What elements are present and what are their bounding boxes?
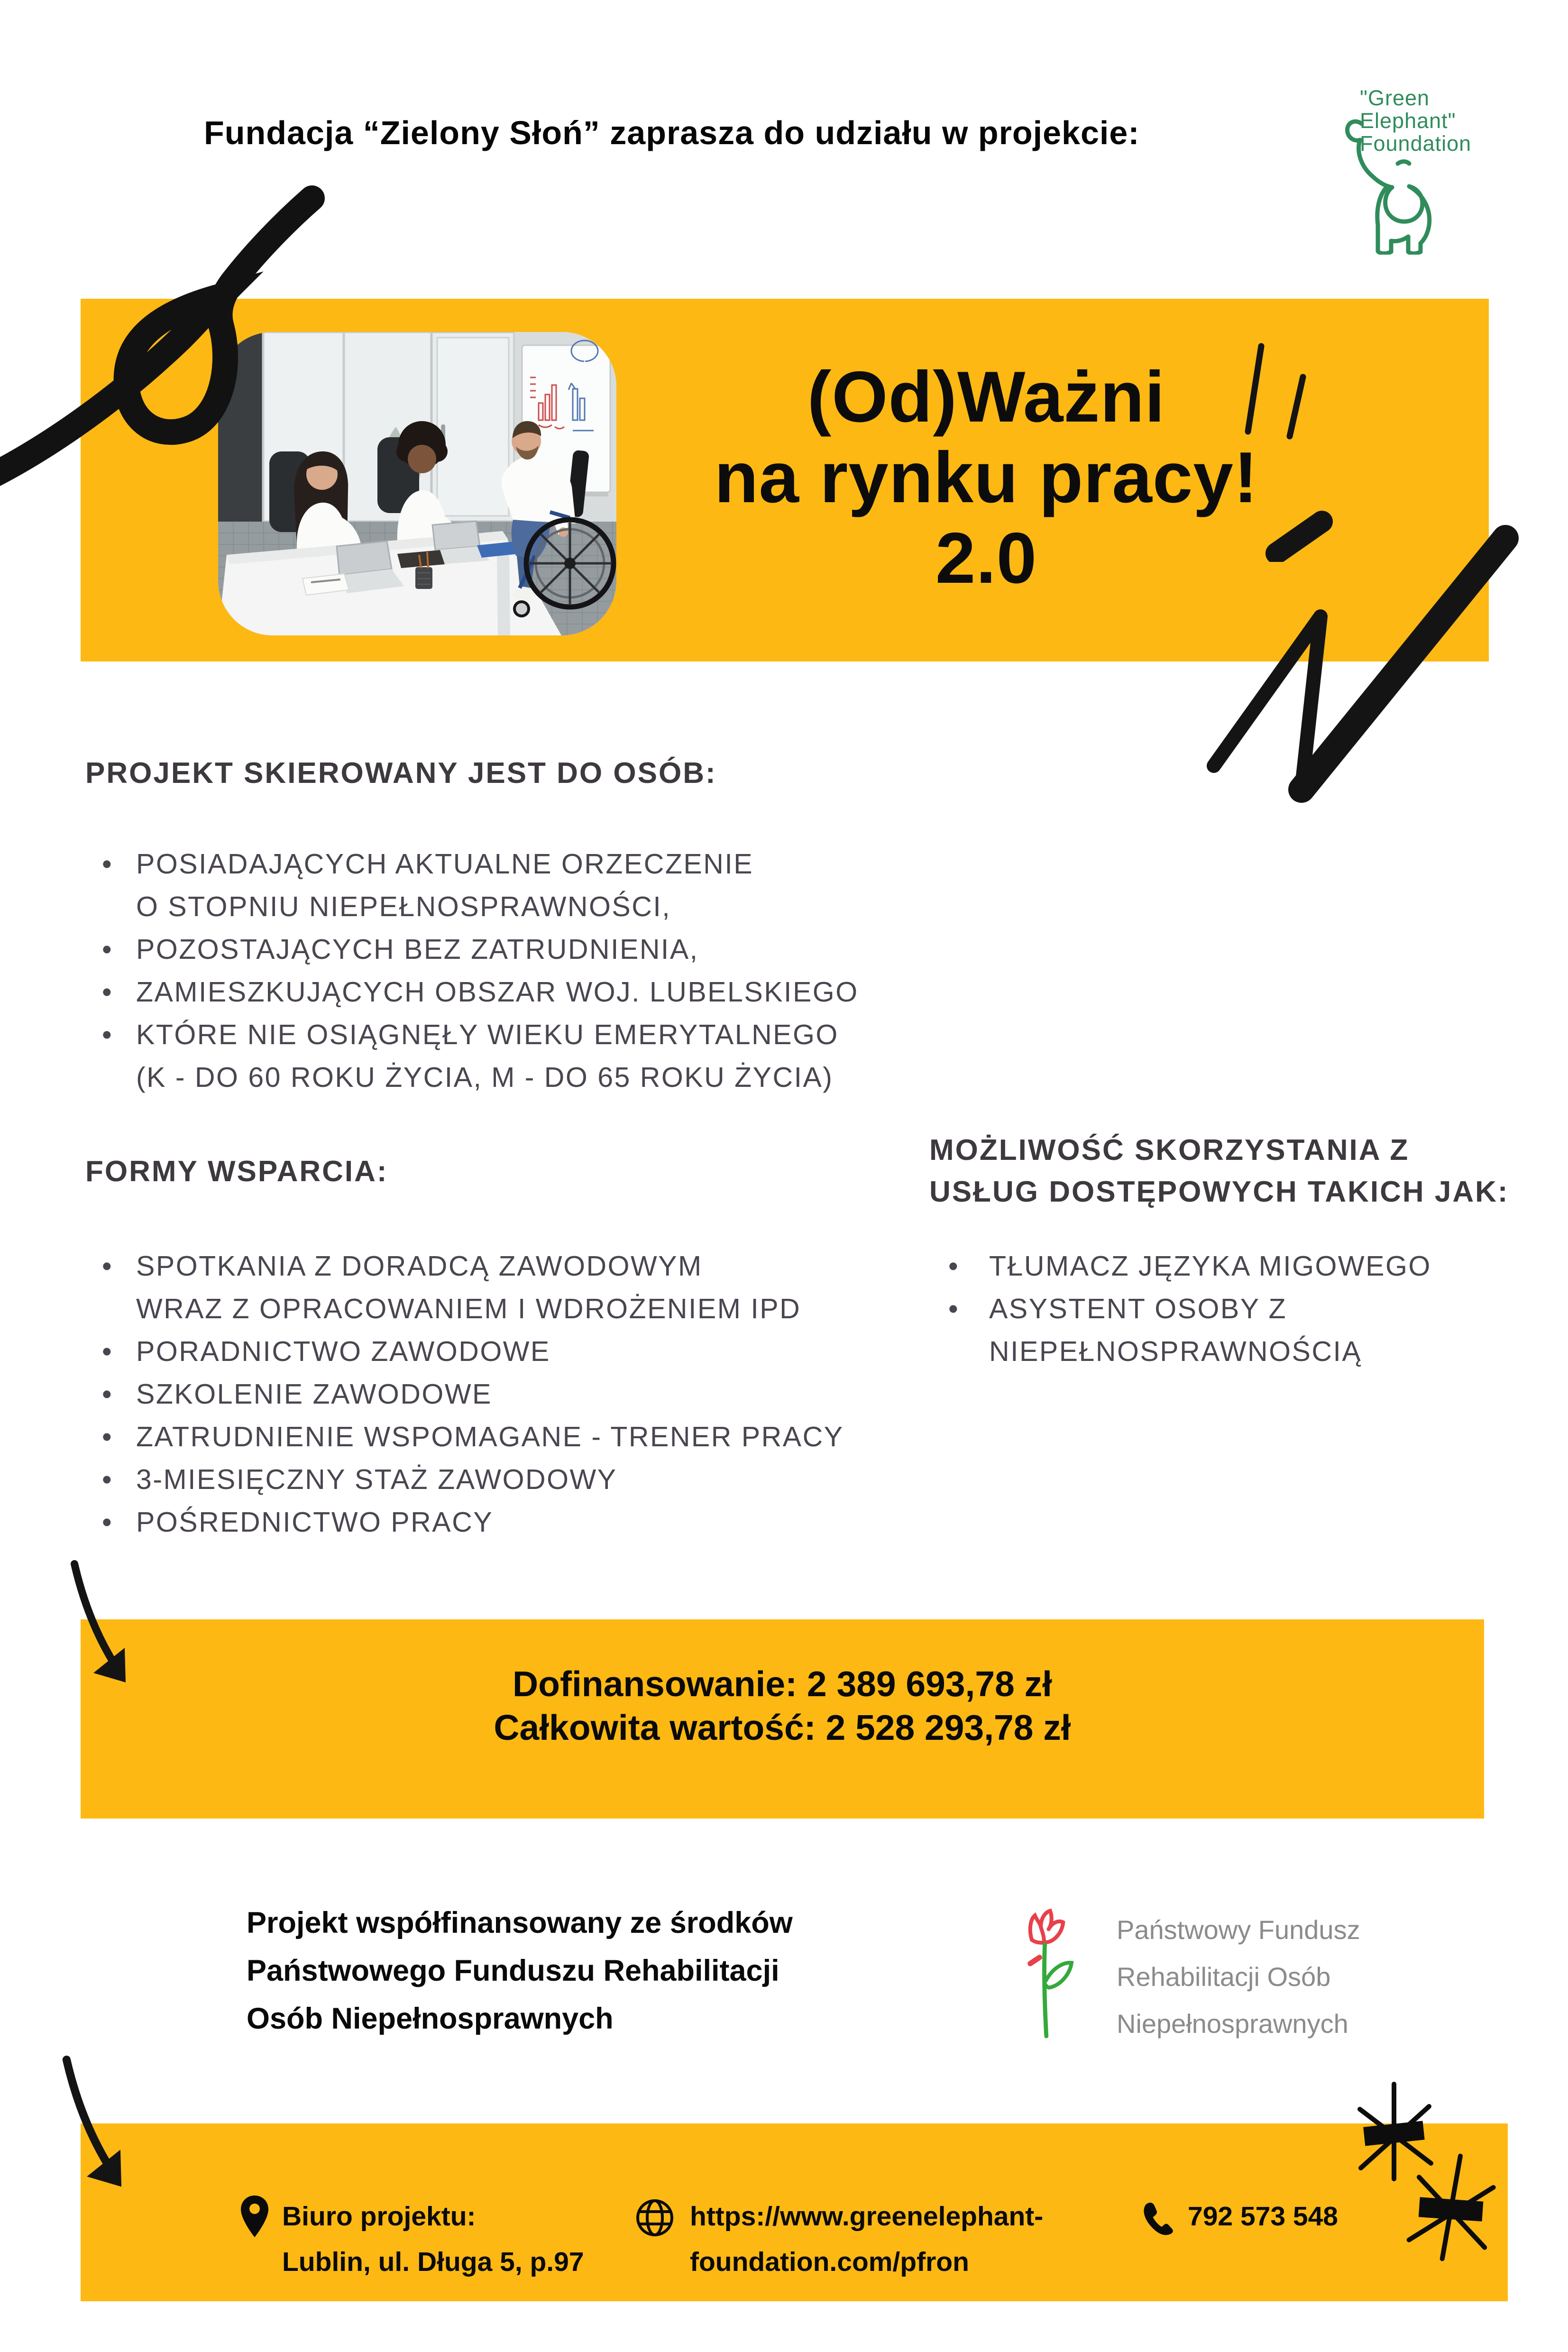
website-url-line: https://www.greenelephant- — [690, 2201, 1044, 2232]
list-item-line: • SZKOLENIE ZAWODOWE — [136, 1378, 492, 1410]
list-item — [102, 971, 955, 1013]
header-invite: Fundacja “Zielony Słoń” zaprasza do udziału w projekcie: — [204, 114, 1140, 151]
section-support-heading: FORMY WSPARCIA: — [85, 1155, 388, 1188]
list-item — [102, 1373, 955, 1415]
list-item-line: • KTÓRE NIE OSIĄGNĘŁY WIEKU EMERYTALNEGO — [136, 1019, 839, 1050]
list-item-line: • POSIADAJĄCYCH AKTUALNE ORZECZENIE — [136, 848, 754, 880]
website-url — [690, 2194, 1043, 2285]
list-item-line: • ASYSTENT OSOBY Z — [989, 1293, 1287, 1324]
phone-number: 792 573 548 — [1188, 2201, 1338, 2232]
website-url-line: foundation.com/pfron — [690, 2247, 969, 2277]
section-access-heading-line: USŁUG DOSTĘPOWYCH TAKICH JAK: — [929, 1176, 1509, 1208]
logo-wordmark — [1360, 87, 1471, 155]
cofinance-line: Państwowego Funduszu Rehabilitacji — [247, 1954, 779, 1987]
list-item-line: (K - DO 60 ROKU ŻYCIA, M - DO 65 ROKU ŻYCIA) — [136, 1062, 834, 1093]
cofinance-line: Osób Niepełnosprawnych — [247, 2002, 614, 2035]
section-target-list — [102, 843, 955, 1099]
section-target-heading: PROJEKT SKIEROWANY JEST DO OSÓB: — [85, 757, 717, 790]
footer-bar — [81, 2123, 1508, 2301]
brush-zigzag-decoration — [1176, 512, 1536, 806]
list-item — [102, 1501, 955, 1544]
arrow-decoration — [45, 2056, 147, 2198]
list-item-line: O STOPNIU NIEPEŁNOSPRAWNOŚCI, — [136, 891, 671, 922]
sparkle-decoration — [1335, 2053, 1524, 2281]
pfron-text-line: Niepełnosprawnych — [1117, 2009, 1348, 2039]
green-elephant-logo — [1304, 69, 1513, 277]
project-title-line: 2.0 — [935, 518, 1037, 598]
funding-banner — [81, 1619, 1484, 1819]
office-info — [282, 2194, 584, 2285]
pfron-wordmark — [1117, 1906, 1360, 2047]
logo-text-line: "Green — [1360, 86, 1430, 110]
office-label: Biuro projektu: — [282, 2201, 476, 2232]
list-item-line: • POZOSTAJĄCYCH BEZ ZATRUDNIENIA, — [136, 934, 699, 965]
list-item — [102, 1415, 955, 1458]
pfron-logo — [1010, 1887, 1494, 2077]
logo-text-line: Foundation — [1360, 131, 1472, 156]
phone-icon — [1140, 2200, 1175, 2235]
funding-amount: Dofinansowanie: 2 389 693,78 zł — [513, 1664, 1052, 1704]
location-pin-icon — [239, 2195, 270, 2238]
list-item-line: NIEPEŁNOSPRAWNOŚCIĄ — [989, 1336, 1362, 1367]
logo-text-line: Elephant" — [1360, 109, 1456, 133]
list-item-line: • TŁUMACZ JĘZYKA MIGOWEGO — [989, 1250, 1431, 1282]
pfron-text-line: Rehabilitacji Osób — [1117, 1962, 1331, 1992]
arrow-decoration — [55, 1560, 149, 1693]
section-access-heading — [929, 1130, 1509, 1213]
list-item-line: • ZAMIESZKUJĄCYCH OBSZAR WOJ. LUBELSKIEGO — [136, 976, 859, 1008]
list-item-line: • ZATRUDNIENIE WSPOMAGANE - TRENER PRACY — [136, 1421, 844, 1452]
list-item — [102, 1330, 955, 1373]
list-item-line: • 3-MIESIĘCZNY STAŻ ZAWODOWY — [136, 1464, 617, 1495]
list-item — [102, 1245, 955, 1330]
list-item — [102, 928, 955, 971]
list-item-line: • PORADNICTWO ZAWODOWE — [136, 1336, 550, 1367]
list-item — [102, 843, 955, 928]
list-item — [102, 1458, 955, 1501]
brush-swirl-decoration — [0, 180, 337, 579]
office-address: Lublin, ul. Długa 5, p.97 — [282, 2247, 584, 2277]
list-item-line: • POŚREDNICTWO PRACY — [136, 1507, 494, 1538]
list-item — [944, 1245, 1537, 1287]
list-item-line: • SPOTKANIA Z DORADCĄ ZAWODOWYM — [136, 1250, 703, 1282]
cofinance-note — [247, 1899, 793, 2043]
list-item-line: WRAZ Z OPRACOWANIEM I WDROŻENIEM IPD — [136, 1293, 801, 1324]
list-item — [944, 1287, 1537, 1373]
section-access-list — [944, 1245, 1537, 1373]
total-value: Całkowita wartość: 2 528 293,78 zł — [494, 1708, 1071, 1747]
list-item — [102, 1013, 955, 1099]
tulip-icon — [1015, 1906, 1081, 2044]
pfron-text-line: Państwowy Fundusz — [1117, 1915, 1360, 1945]
section-access-heading-line: MOŻLIWOŚĆ SKORZYSTANIA Z — [929, 1134, 1410, 1167]
project-title-line: (Od)Ważni — [807, 357, 1165, 437]
cofinance-line: Projekt współfinansowany ze środków — [247, 1906, 793, 1939]
section-support-list — [102, 1245, 955, 1544]
project-title-line: na rynku pracy! — [714, 437, 1258, 518]
globe-icon — [635, 2198, 674, 2237]
